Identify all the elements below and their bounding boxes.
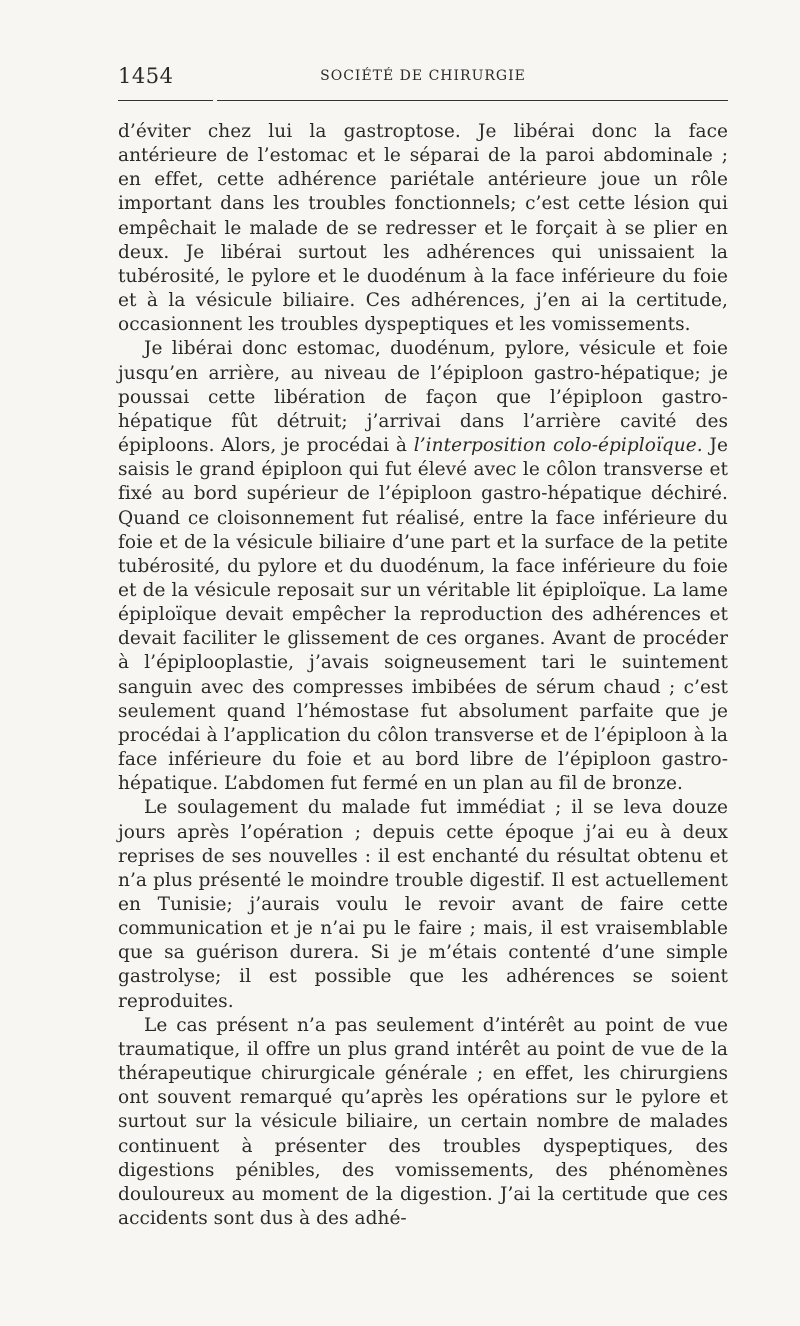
- header-rule: [118, 100, 728, 101]
- paragraph-3: Le soulagement du malade fut immédiat ; il se leva douze jours après l’opération ; depuis cette époque j’ai eu à deux reprises de ses nouvelles : il est enchanté du résultat obtenu et n’a plus présenté le moindre trouble digestif. Il est actuellement en Tunisie; j’aurais voulu le revoir avant de faire cette communication et je n’ai pu le faire ; mais, il est vraisemblable que sa guérison durera. Si je m’étais contenté d’une simple gastrolyse; il est possible que les adhérences se soient reproduites.: [118, 797, 728, 1012]
- paragraph-1: d’éviter chez lui la gastroptose. Je libérai donc la face antérieure de l’estomac et le séparai de la paroi abdominale ; en effet, cette adhérence pariétale antérieure joue un rôle important dans les troubles fonctionnels; c’est cette lésion qui empêchait le malade de se redresser et le forçait à se plier en deux. Je libérai surtout les adhérences qui unissaient la tubérosité, le pylore et le duodénum à la face inférieure du foie et à la vésicule biliaire. Ces adhérences, j’en ai la certitude, occasionnent les troubles dyspeptiques et les vomissements.: [118, 121, 728, 336]
- body-text: [118, 120, 728, 1231]
- page-header: [118, 64, 728, 92]
- paragraph-2: [118, 337, 728, 796]
- paragraph-2-before: Je libérai donc estomac, duodénum, pylore, vésicule et foie jusqu’en arrière, au niveau de l’épiploon gastro-hépatique; je poussai cette libération de façon que l’épiploon gastro-hépatique fût détruit; j’arrivai dans l’arrière cavité des épiploons. Alors, je procédai à: [118, 338, 728, 457]
- paragraph-2-after: Je saisis le grand épiploon qui fut élevé avec le côlon transverse et fixé au bord supérieur de l’épiploon gastro-hépatique déchiré. Quand ce cloisonnement fut réalisé, entre la face inférieure du foie et de la vésicule biliaire d’une part et la surface de la petite tubérosité, du pylore et du duodénum, la face inférieure du foie et de la vésicule reposait sur un véritable lit épiploïque. La lame épiploïque devait empêcher la reproduction des adhérences et devait faciliter le glissement de ces organes. Avant de procéder à l’épiplooplastie, j’avais soigneusement tari le suintement sanguin avec des compresses imbibées de sérum chaud ; c’est seulement quand l’hémostase fut absolument parfaite que je procédai à l’application du côlon transverse et de l’épiploon à la face inférieure du foie et au bord libre de l’épiploon gastro-hépatique. L’abdomen fut fermé en un plan au fil de bronze.: [118, 435, 728, 795]
- page-number: 1454: [118, 64, 174, 88]
- paragraph-4: Le cas présent n’a pas seulement d’intérêt au point de vue traumatique, il offre un plus grand intérêt au point de vue de la thérapeutique chirurgicale générale ; en effet, les chirurgiens ont souvent remarqué qu’après les opérations sur le pylore et surtout sur la vésicule biliaire, un certain nombre de malades continuent à présenter des troubles dyspeptiques, des digestions pénibles, des vomissements, des phénomènes douloureux au moment de la digestion. J’ai la certitude que ces accidents sont dus à des adhé-: [118, 1014, 728, 1230]
- running-title: SOCIÉTÉ DE CHIRURGIE: [320, 68, 526, 84]
- paragraph-2-italic: l’interposition colo-épiploïque.: [413, 435, 703, 457]
